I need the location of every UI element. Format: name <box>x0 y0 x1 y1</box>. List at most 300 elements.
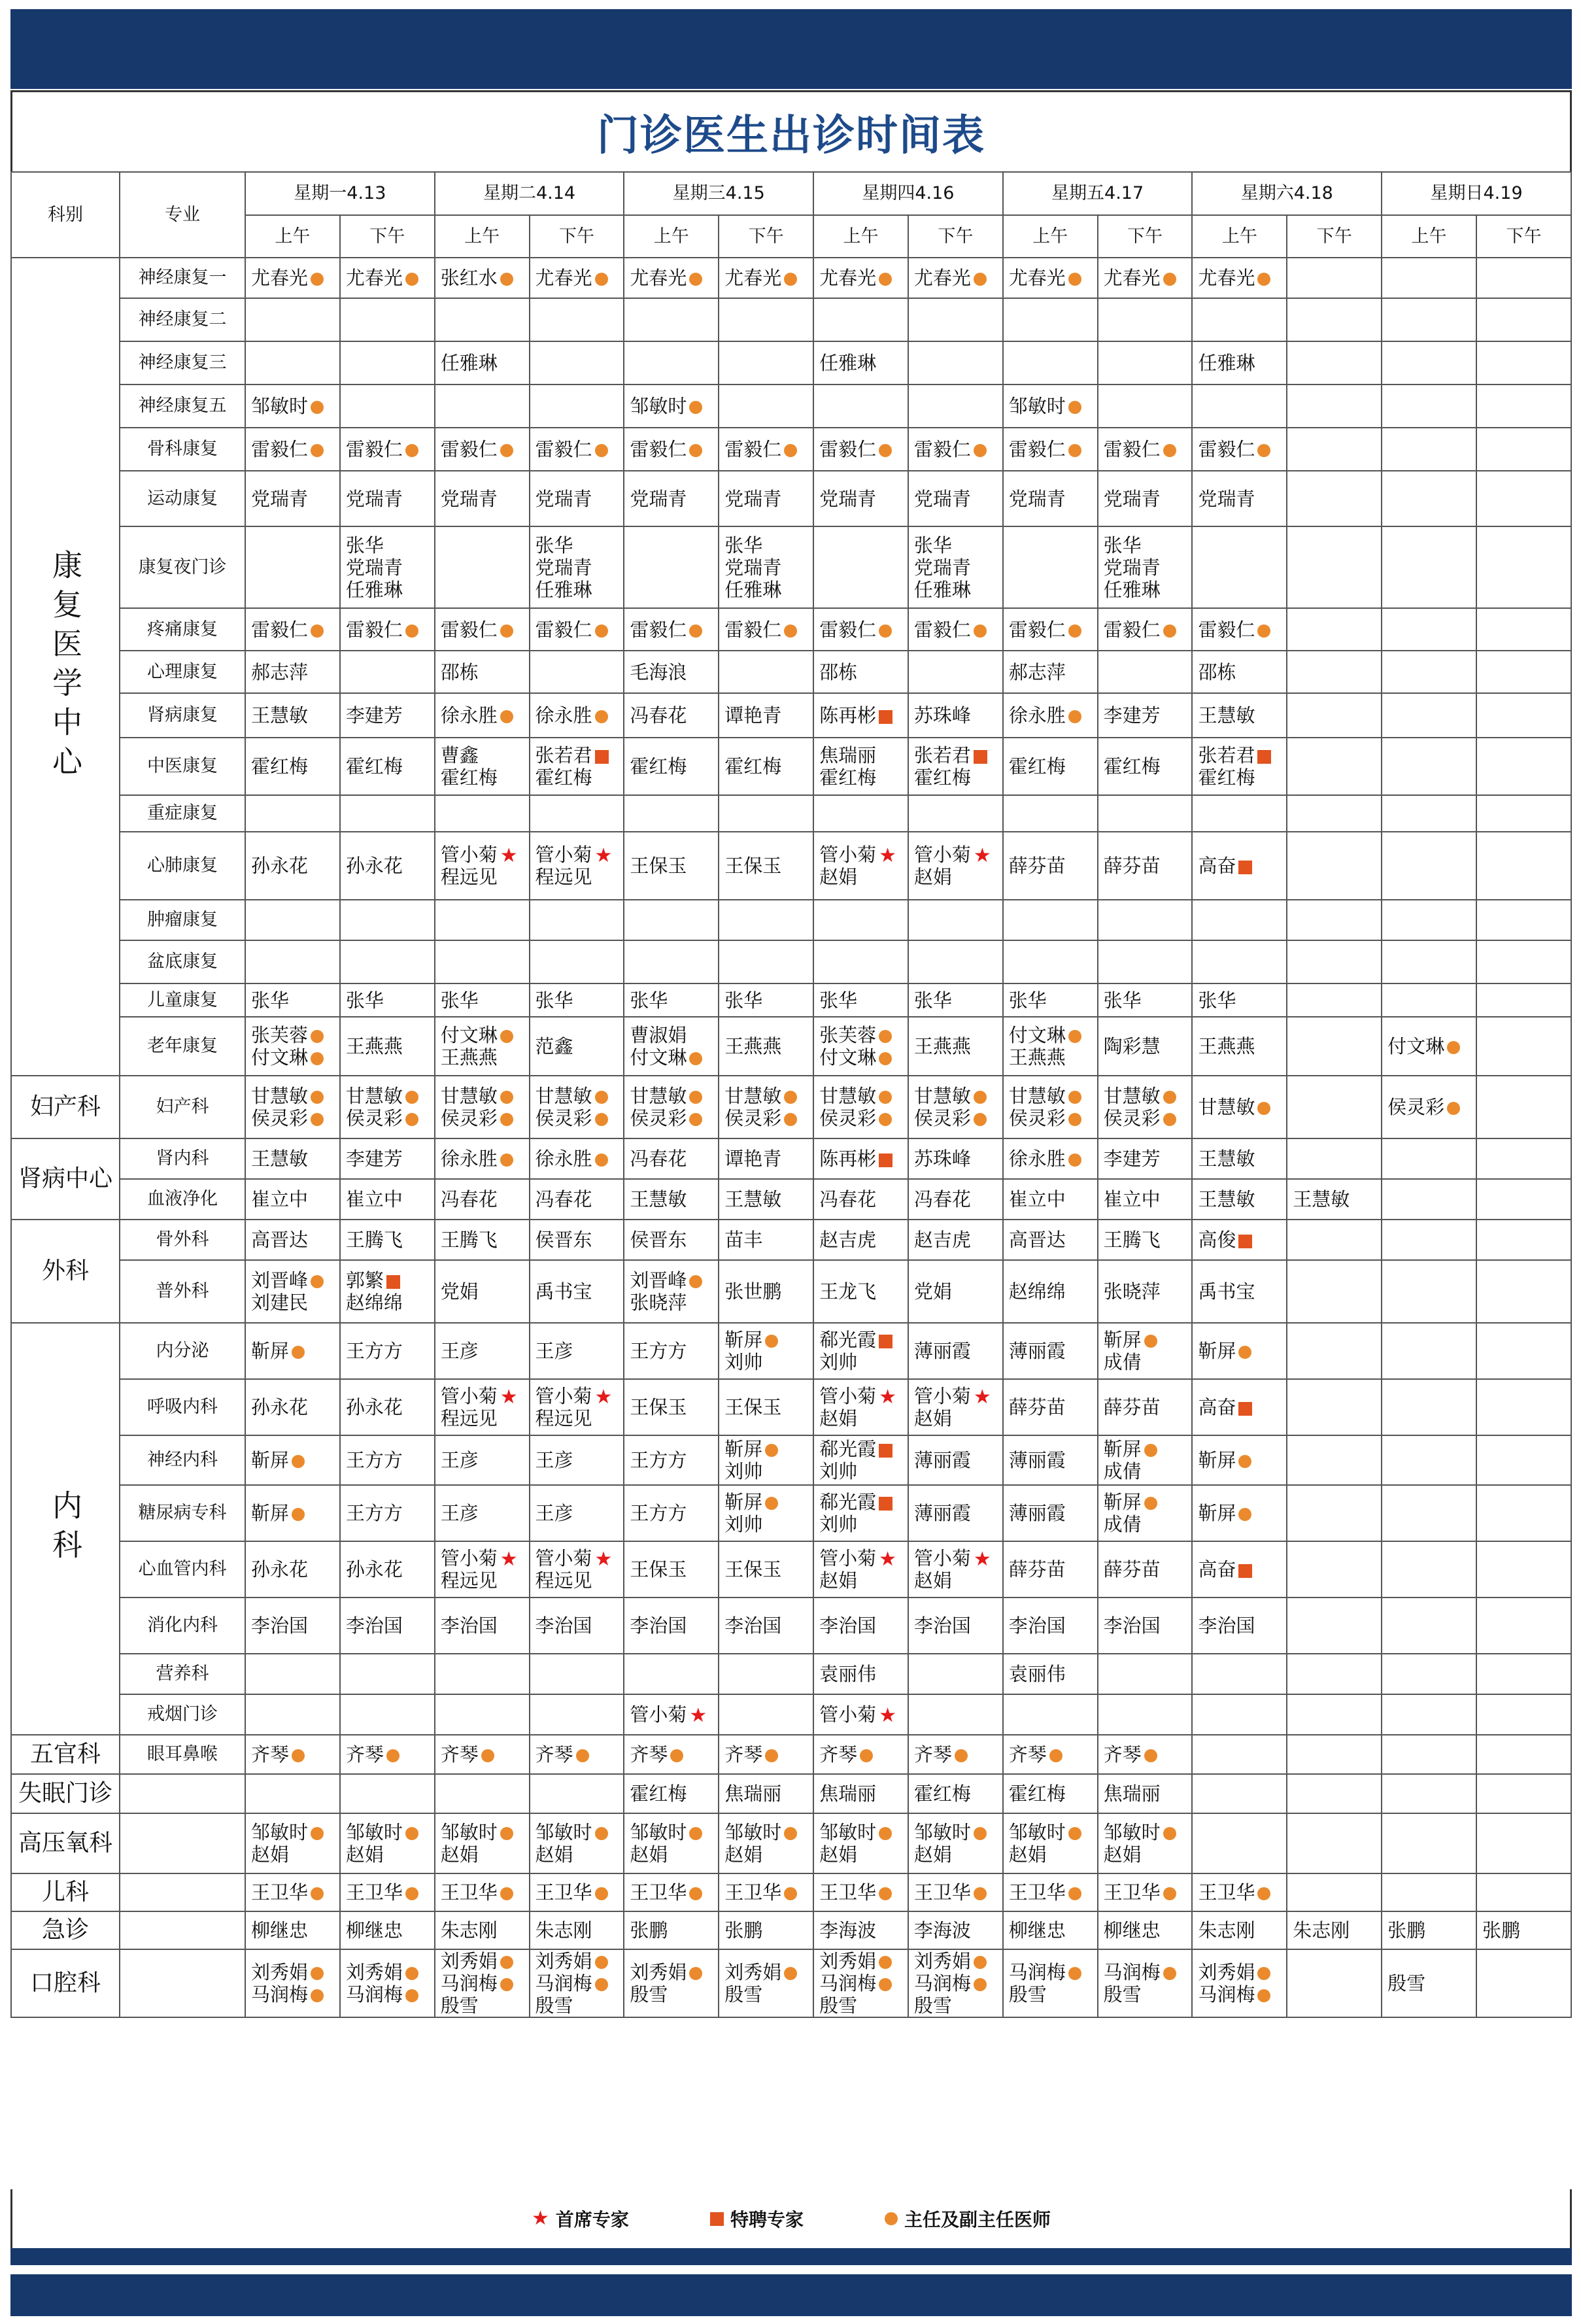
slot-cell <box>435 832 530 900</box>
header-dept: 科别 <box>11 172 120 258</box>
doctor-entry <box>251 619 339 641</box>
circle-icon <box>879 1827 892 1840</box>
doctor-entry <box>819 1329 908 1351</box>
header-am: 上午 <box>245 215 340 258</box>
slot-cell <box>1287 258 1382 298</box>
slot-cell <box>1476 1323 1571 1379</box>
doctor-entry <box>1104 1821 1192 1843</box>
doctor-entry <box>441 1340 529 1362</box>
doctor-name: 徐永胜 <box>1008 704 1066 726</box>
specialty-cell: 儿童康复 <box>120 983 245 1017</box>
circle-icon <box>689 1052 702 1065</box>
slot-cell <box>340 1654 435 1694</box>
circle-icon <box>689 1275 702 1288</box>
doctor-name: 郗光霞 <box>819 1329 877 1351</box>
circle-icon <box>784 1827 797 1840</box>
doctor-name: 张若君 <box>1198 744 1255 766</box>
slot-cell <box>1098 651 1193 693</box>
slot-cell <box>1192 1654 1287 1694</box>
slot-cell <box>908 1485 1003 1541</box>
doctor-entry <box>724 488 813 510</box>
doctor-name: 甘慧敏 <box>1103 1085 1161 1107</box>
slot-cell <box>813 1694 908 1735</box>
slot-cell <box>624 1435 719 1485</box>
doctor-entry <box>1198 1615 1286 1637</box>
circle-icon <box>1068 1030 1081 1043</box>
circle-icon <box>1163 273 1176 286</box>
slot-cell <box>530 1435 624 1485</box>
doctor-entry <box>1009 1783 1097 1805</box>
star-icon: ★ <box>500 844 518 867</box>
doctor-name: 张晓萍 <box>1103 1280 1161 1303</box>
doctor-entry <box>914 1188 1002 1210</box>
doctor-name: 赵娟 <box>630 1843 668 1866</box>
circle-icon <box>689 1113 702 1126</box>
doctor-entry <box>441 1547 529 1569</box>
circle-icon <box>765 1335 778 1348</box>
doctor-entry <box>914 1085 1002 1107</box>
doctor-entry <box>630 395 718 417</box>
doctor-name: 管小菊 <box>535 1547 592 1569</box>
doctor-name: 任雅琳 <box>819 352 877 374</box>
doctor-entry <box>1104 1148 1192 1170</box>
doctor-name: 高晋达 <box>1008 1229 1066 1251</box>
doctor-name: 赵娟 <box>1103 1843 1142 1866</box>
slot-cell <box>1287 428 1382 471</box>
circle-icon <box>1068 624 1081 638</box>
doctor-name: 邹敏时 <box>630 395 687 417</box>
slot-cell <box>813 1076 908 1138</box>
slot-cell <box>1287 471 1382 526</box>
slot-cell <box>719 428 813 471</box>
slot-cell <box>340 1179 435 1220</box>
slot-cell <box>435 651 530 693</box>
table-row <box>11 795 1571 832</box>
department-cell: 妇产科 <box>11 1076 120 1138</box>
slot-cell <box>813 1220 908 1260</box>
doctor-entry <box>536 744 624 766</box>
doctor-name: 谭艳青 <box>724 704 782 726</box>
doctor-entry <box>1104 1843 1192 1866</box>
doctor-name: 甘慧敏 <box>440 1085 498 1107</box>
circle-icon <box>765 1749 778 1762</box>
doctor-entry <box>1198 766 1286 789</box>
slot-cell <box>1098 738 1193 795</box>
doctor-name: 任雅琳 <box>724 578 782 601</box>
slot-cell <box>1287 738 1382 795</box>
doctor-name: 刘帅 <box>724 1351 763 1373</box>
slot-cell <box>1098 258 1193 298</box>
slot-cell <box>1476 1911 1571 1949</box>
doctor-name: 徐永胜 <box>1008 1148 1066 1170</box>
circle-icon <box>1257 273 1270 286</box>
doctor-entry <box>819 1663 908 1685</box>
doctor-entry <box>1009 1663 1097 1685</box>
slot-cell <box>1003 1694 1098 1735</box>
slot-cell <box>340 1017 435 1076</box>
doctor-entry <box>1198 1096 1286 1118</box>
slot-cell <box>624 608 719 651</box>
doctor-entry <box>819 1513 908 1535</box>
table-row <box>11 1379 1571 1435</box>
slot-cell <box>1382 608 1476 651</box>
doctor-name: 陈再彬 <box>819 704 877 726</box>
circle-icon <box>689 401 702 414</box>
doctor-name: 马润梅 <box>1198 1983 1255 2006</box>
doctor-name: 刘秀娟 <box>440 1950 498 1972</box>
header-am: 上午 <box>813 215 908 258</box>
doctor-name: 李治国 <box>1198 1615 1255 1637</box>
doctor-entry <box>724 579 813 601</box>
slot-cell <box>1476 258 1571 298</box>
slot-cell <box>245 1694 340 1735</box>
doctor-name: 靳屏 <box>251 1449 290 1471</box>
slot-cell <box>530 1220 624 1260</box>
slot-cell <box>1192 1735 1287 1774</box>
doctor-name: 侯灵彩 <box>1008 1107 1066 1129</box>
doctor-name: 党瑞青 <box>1198 487 1255 510</box>
doctor-name: 冯春花 <box>630 1148 687 1170</box>
slot-cell <box>1192 738 1287 795</box>
slot-cell <box>813 651 908 693</box>
doctor-entry <box>536 488 624 510</box>
doctor-name: 曹淑娟 <box>630 1024 687 1046</box>
slot-cell <box>530 1598 624 1654</box>
doctor-entry <box>1198 989 1286 1012</box>
slot-cell <box>719 1774 813 1813</box>
star-icon: ★ <box>594 844 613 867</box>
table-row <box>11 940 1571 983</box>
doctor-entry <box>536 766 624 789</box>
slot-cell <box>1382 341 1476 384</box>
circle-icon <box>879 624 892 638</box>
doctor-name: 王燕燕 <box>1198 1035 1255 1057</box>
slot-cell <box>908 526 1003 608</box>
doctor-entry <box>914 1280 1002 1303</box>
doctor-name: 刘帅 <box>819 1460 858 1482</box>
doctor-name: 赵娟 <box>345 1843 384 1866</box>
doctor-entry <box>1104 1188 1192 1210</box>
slot-cell <box>1098 1323 1193 1379</box>
doctor-entry <box>1387 1035 1476 1057</box>
doctor-name: 马润梅 <box>819 1972 877 1994</box>
doctor-name: 高俊 <box>1198 1229 1236 1251</box>
slot-cell <box>1098 1485 1193 1541</box>
slot-cell <box>1098 1774 1193 1813</box>
slot-cell <box>813 298 908 341</box>
header-pm: 下午 <box>340 215 435 258</box>
circle-icon <box>1068 401 1081 414</box>
doctor-name: 薛芬苗 <box>1103 1558 1161 1581</box>
doctor-name: 王慧敏 <box>1198 1188 1255 1210</box>
slot-cell <box>624 795 719 832</box>
slot-cell <box>1003 1813 1098 1873</box>
schedule-body <box>11 258 1571 2017</box>
doctor-entry <box>819 1351 908 1373</box>
doctor-name: 霍红梅 <box>440 766 498 789</box>
slot-cell <box>908 940 1003 983</box>
slot-cell <box>1287 1179 1382 1220</box>
doctor-name: 张华 <box>1103 989 1142 1012</box>
doctor-name: 邹敏时 <box>724 1821 782 1843</box>
doctor-name: 党瑞青 <box>819 487 877 510</box>
slot-cell <box>245 738 340 795</box>
doctor-entry <box>819 1821 908 1843</box>
doctor-entry <box>536 1340 624 1362</box>
star-icon: ★ <box>500 1386 518 1409</box>
circle-icon <box>784 1967 797 1980</box>
slot-cell <box>1476 795 1571 832</box>
doctor-entry <box>914 1994 1002 2017</box>
slot-cell <box>1098 795 1193 832</box>
slot-cell <box>245 1485 340 1541</box>
doctor-name: 党瑞青 <box>345 556 403 579</box>
doctor-name: 李治国 <box>251 1615 309 1637</box>
doctor-name: 薛芬苗 <box>1008 855 1066 877</box>
header-am: 上午 <box>1382 215 1476 258</box>
doctor-name: 张华 <box>535 989 573 1012</box>
star-icon: ★ <box>594 1386 613 1409</box>
slot-cell <box>435 1654 530 1694</box>
doctor-entry <box>914 1502 1002 1524</box>
doctor-name: 靳屏 <box>1103 1438 1142 1460</box>
doctor-name: 管小菊 <box>913 844 971 866</box>
slot-cell <box>908 428 1003 471</box>
doctor-entry <box>914 1340 1002 1362</box>
slot-cell <box>435 428 530 471</box>
circle-icon <box>595 1091 608 1104</box>
doctor-name: 孙永花 <box>345 1396 403 1418</box>
slot-cell <box>719 900 813 940</box>
slot-cell <box>1098 428 1193 471</box>
doctor-name: 霍红梅 <box>913 766 971 789</box>
slot-cell <box>719 1379 813 1435</box>
doctor-name: 雷毅仁 <box>630 618 687 641</box>
doctor-entry <box>630 1107 718 1129</box>
circle-icon <box>311 444 324 457</box>
table-row <box>11 1138 1571 1179</box>
doctor-name: 张鹏 <box>1387 1919 1426 1941</box>
slot-cell <box>245 832 340 900</box>
doctor-name: 管小菊 <box>819 844 877 866</box>
circle-icon <box>292 1346 305 1359</box>
doctor-entry <box>914 1407 1002 1429</box>
slot-cell <box>908 795 1003 832</box>
doctor-entry <box>724 1843 813 1866</box>
doctor-name: 殷雪 <box>440 1994 479 2017</box>
doctor-name: 甘慧敏 <box>251 1085 309 1107</box>
doctor-entry <box>630 1743 718 1766</box>
doctor-name: 党瑞青 <box>251 487 309 510</box>
slot-cell <box>719 1138 813 1179</box>
slot-cell <box>1192 651 1287 693</box>
doctor-name: 张鹏 <box>1482 1919 1520 1941</box>
doctor-name: 霍红梅 <box>1008 755 1066 778</box>
slot-cell <box>245 1541 340 1598</box>
slot-cell <box>340 428 435 471</box>
doctor-name: 靳屏 <box>1198 1502 1236 1524</box>
circle-icon <box>879 1052 892 1065</box>
doctor-name: 赵娟 <box>251 1843 290 1866</box>
doctor-entry <box>536 556 624 579</box>
table-row <box>11 1694 1571 1735</box>
doctor-name: 成倩 <box>1103 1460 1142 1482</box>
doctor-name: 高晋达 <box>251 1229 309 1251</box>
specialty-cell: 戒烟门诊 <box>120 1694 245 1735</box>
square-icon <box>879 710 892 724</box>
doctor-entry <box>1104 1783 1192 1805</box>
specialty-cell: 血液净化 <box>120 1179 245 1220</box>
doctor-entry <box>346 1983 434 2006</box>
doctor-entry <box>1104 855 1192 877</box>
specialty-cell: 神经内科 <box>120 1435 245 1485</box>
slot-cell <box>624 693 719 738</box>
doctor-entry <box>630 1449 718 1471</box>
specialty-cell: 心理康复 <box>120 651 245 693</box>
slot-cell <box>624 1541 719 1598</box>
doctor-name: 管小菊 <box>819 1385 877 1407</box>
specialty-cell: 老年康复 <box>120 1017 245 1076</box>
slot-cell <box>340 1911 435 1949</box>
doctor-name: 王卫华 <box>440 1881 498 1904</box>
doctor-entry <box>441 1085 529 1107</box>
doctor-entry <box>346 619 434 641</box>
doctor-name: 雷毅仁 <box>819 618 877 641</box>
doctor-name: 毛海浪 <box>630 660 687 683</box>
doctor-name: 霍红梅 <box>819 766 877 789</box>
circle-icon <box>974 1827 987 1840</box>
doctor-entry <box>819 866 908 888</box>
slot-cell <box>435 384 530 428</box>
circle-icon <box>1163 1091 1176 1104</box>
star-icon: ★ <box>973 1548 991 1571</box>
specialty-cell: 运动康复 <box>120 471 245 526</box>
star-icon: ★ <box>973 1386 991 1409</box>
slot-cell <box>1287 693 1382 738</box>
doctor-name: 陈再彬 <box>819 1148 877 1170</box>
doctor-entry <box>1009 1961 1097 1983</box>
doctor-name: 王卫华 <box>1103 1881 1161 1904</box>
doctor-name: 王慧敏 <box>251 704 309 726</box>
square-icon <box>1238 1564 1252 1578</box>
slot-cell <box>340 900 435 940</box>
doctor-name: 靳屏 <box>1198 1449 1236 1471</box>
doctor-entry <box>914 989 1002 1012</box>
department-cell: 外科 <box>11 1220 120 1323</box>
slot-cell <box>813 1017 908 1076</box>
circle-icon <box>500 710 513 723</box>
slot-cell <box>908 341 1003 384</box>
slot-cell <box>1476 693 1571 738</box>
doctor-name: 雷毅仁 <box>630 438 687 460</box>
slot-cell <box>1476 384 1571 428</box>
doctor-entry <box>1104 1229 1192 1251</box>
doctor-name: 禹书宝 <box>1198 1280 1255 1303</box>
specialty-cell: 内分泌 <box>120 1323 245 1379</box>
slot-cell <box>1382 1813 1476 1873</box>
slot-cell <box>1192 608 1287 651</box>
doctor-entry <box>346 1340 434 1362</box>
doctor-name: 曹鑫 <box>440 744 479 766</box>
slot-cell <box>530 983 624 1017</box>
doctor-name: 付文琳 <box>440 1024 498 1046</box>
doctor-name: 王彦 <box>440 1502 479 1524</box>
doctor-entry <box>819 744 908 766</box>
doctor-name: 尤春光 <box>1103 267 1161 289</box>
slot-cell <box>1476 900 1571 940</box>
slot-cell <box>1382 693 1476 738</box>
circle-icon <box>405 444 418 457</box>
doctor-entry <box>914 1843 1002 1866</box>
doctor-name: 殷雪 <box>819 1994 858 2017</box>
doctor-name: 雷毅仁 <box>251 438 309 460</box>
doctor-name: 党瑞青 <box>1103 556 1161 579</box>
circle-icon <box>1068 1967 1081 1980</box>
doctor-entry <box>1198 1340 1286 1362</box>
slot-cell <box>908 1017 1003 1076</box>
doctor-entry <box>1387 1096 1476 1118</box>
slot-cell <box>624 1873 719 1911</box>
slot-cell <box>1287 1138 1382 1179</box>
slot-cell <box>813 1260 908 1323</box>
doctor-entry <box>914 1919 1002 1941</box>
doctor-entry <box>346 1035 434 1057</box>
doctor-entry <box>914 534 1002 556</box>
slot-cell <box>1192 1813 1287 1873</box>
table-row <box>11 1735 1571 1774</box>
doctor-entry <box>441 766 529 789</box>
doctor-name: 齐琴 <box>535 1743 573 1766</box>
slot-cell <box>1382 1260 1476 1323</box>
doctor-name: 陶彩慧 <box>1103 1035 1161 1057</box>
doctor-name: 张鹏 <box>724 1919 763 1941</box>
doctor-entry <box>1104 534 1192 556</box>
slot-cell <box>624 526 719 608</box>
doctor-entry <box>1104 1983 1192 2006</box>
doctor-entry <box>441 744 529 766</box>
doctor-name: 霍红梅 <box>535 766 592 789</box>
slot-cell <box>1192 298 1287 341</box>
doctor-name: 赵娟 <box>819 1569 858 1592</box>
circle-icon <box>1068 710 1081 723</box>
doctor-name: 高奋 <box>1198 1396 1236 1418</box>
department-cell: 急诊 <box>11 1911 120 1949</box>
table-row <box>11 1179 1571 1220</box>
slot-cell <box>530 1379 624 1435</box>
doctor-name: 张华 <box>1103 534 1142 556</box>
doctor-name: 李治国 <box>913 1615 971 1637</box>
slot-cell <box>1382 1220 1476 1260</box>
doctor-name: 党瑞青 <box>913 556 971 579</box>
department-cell: 内科 <box>11 1323 120 1735</box>
slot-cell <box>624 832 719 900</box>
circle-icon <box>405 1989 418 2002</box>
slot-cell <box>719 526 813 608</box>
slot-cell <box>245 1323 340 1379</box>
star-icon: ★ <box>879 1386 896 1409</box>
slot-cell <box>530 738 624 795</box>
doctor-name: 李治国 <box>345 1615 403 1637</box>
doctor-name: 付文琳 <box>1387 1035 1445 1057</box>
slot-cell <box>719 1179 813 1220</box>
doctor-entry <box>441 1188 529 1210</box>
table-row <box>11 1260 1571 1323</box>
legend-label: 主任及副主任医师 <box>904 2209 1051 2230</box>
doctor-entry <box>819 1783 908 1805</box>
doctor-entry <box>1198 488 1286 510</box>
doctor-name: 王燕燕 <box>440 1046 498 1068</box>
slot-cell <box>1287 1076 1382 1138</box>
